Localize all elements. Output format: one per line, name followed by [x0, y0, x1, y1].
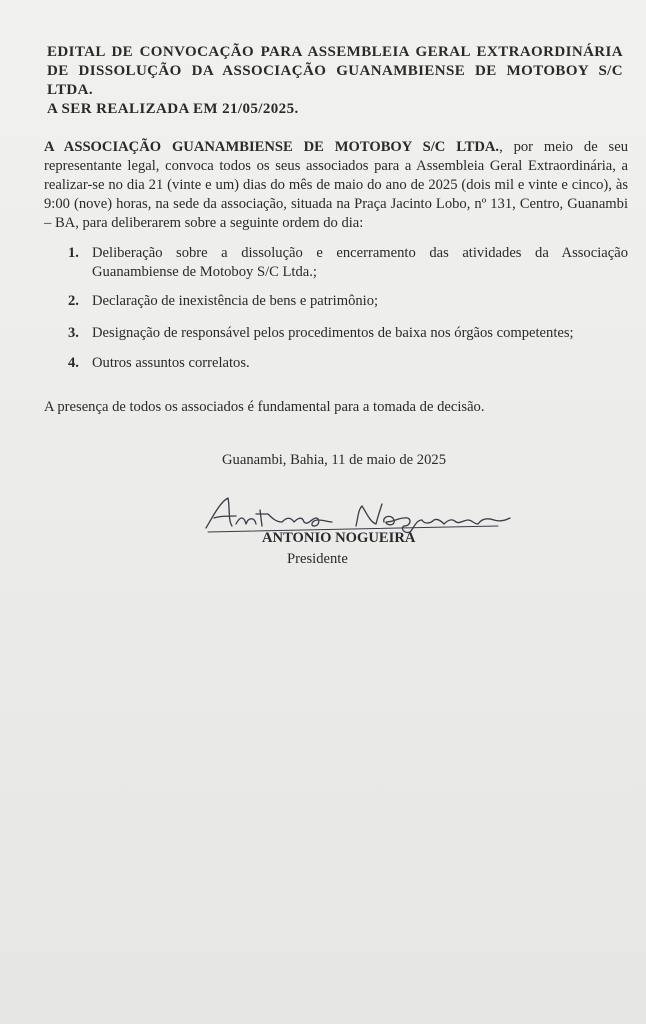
agenda-item — [66, 244, 628, 282]
title-line: DE DISSOLUÇÃO DA ASSOCIAÇÃO GUANAMBIENSE DE MOTOBOY S/C LTDA. — [47, 63, 623, 98]
title-line: A SER REALIZADA EM 21/05/2025. — [47, 101, 299, 117]
agenda-item-text: Deliberação sobre a dissolução e encerramento das atividades da Associação Guanambiense de Motoboy S/C Ltda.; — [92, 245, 628, 280]
agenda-item-text: Outros assuntos correlatos. — [92, 355, 250, 371]
signer-role: Presidente — [287, 551, 348, 567]
agenda-item-number: 2. — [68, 293, 79, 309]
place-date: Guanambi, Bahia, 11 de maio de 2025 — [222, 452, 446, 468]
intro-text: , por meio de seu representante legal, convoca todos os seus associados para a Assembleia Geral Extraordinária, a realizar-se no dia 21 (vinte e um) dias do mês de maio do ano de 2025 (dois mil e vinte e cinco), às 9:00 (nove) horas, na sede da associação, situada na Praça Jacinto Lobo, nº 131, Centro, Guanambi – BA, para deliberarem sobre a seguinte ordem do dia: — [44, 139, 628, 231]
signer-name: ANTONIO NOGUEIRA — [262, 530, 416, 546]
agenda-item-text: Declaração de inexistência de bens e patrimônio; — [92, 293, 379, 309]
agenda-item-number: 1. — [68, 245, 79, 261]
title-line: EDITAL DE CONVOCAÇÃO PARA ASSEMBLEIA GERAL EXTRAORDINÁRIA — [47, 44, 623, 60]
agenda-item-number: 3. — [68, 325, 79, 341]
agenda-item — [66, 292, 628, 311]
agenda-item-text: Designação de responsável pelos procedimentos de baixa nos órgãos competentes; — [92, 325, 574, 341]
intro-paragraph — [44, 138, 628, 233]
agenda-item — [66, 354, 628, 373]
agenda-item-number: 4. — [68, 355, 79, 371]
document-title — [47, 43, 623, 119]
organization-name: A ASSOCIAÇÃO GUANAMBIENSE DE MOTOBOY S/C LTDA. — [44, 139, 500, 155]
presence-note: A presença de todos os associados é fundamental para a tomada de decisão. — [44, 399, 485, 415]
agenda-item — [66, 324, 628, 343]
